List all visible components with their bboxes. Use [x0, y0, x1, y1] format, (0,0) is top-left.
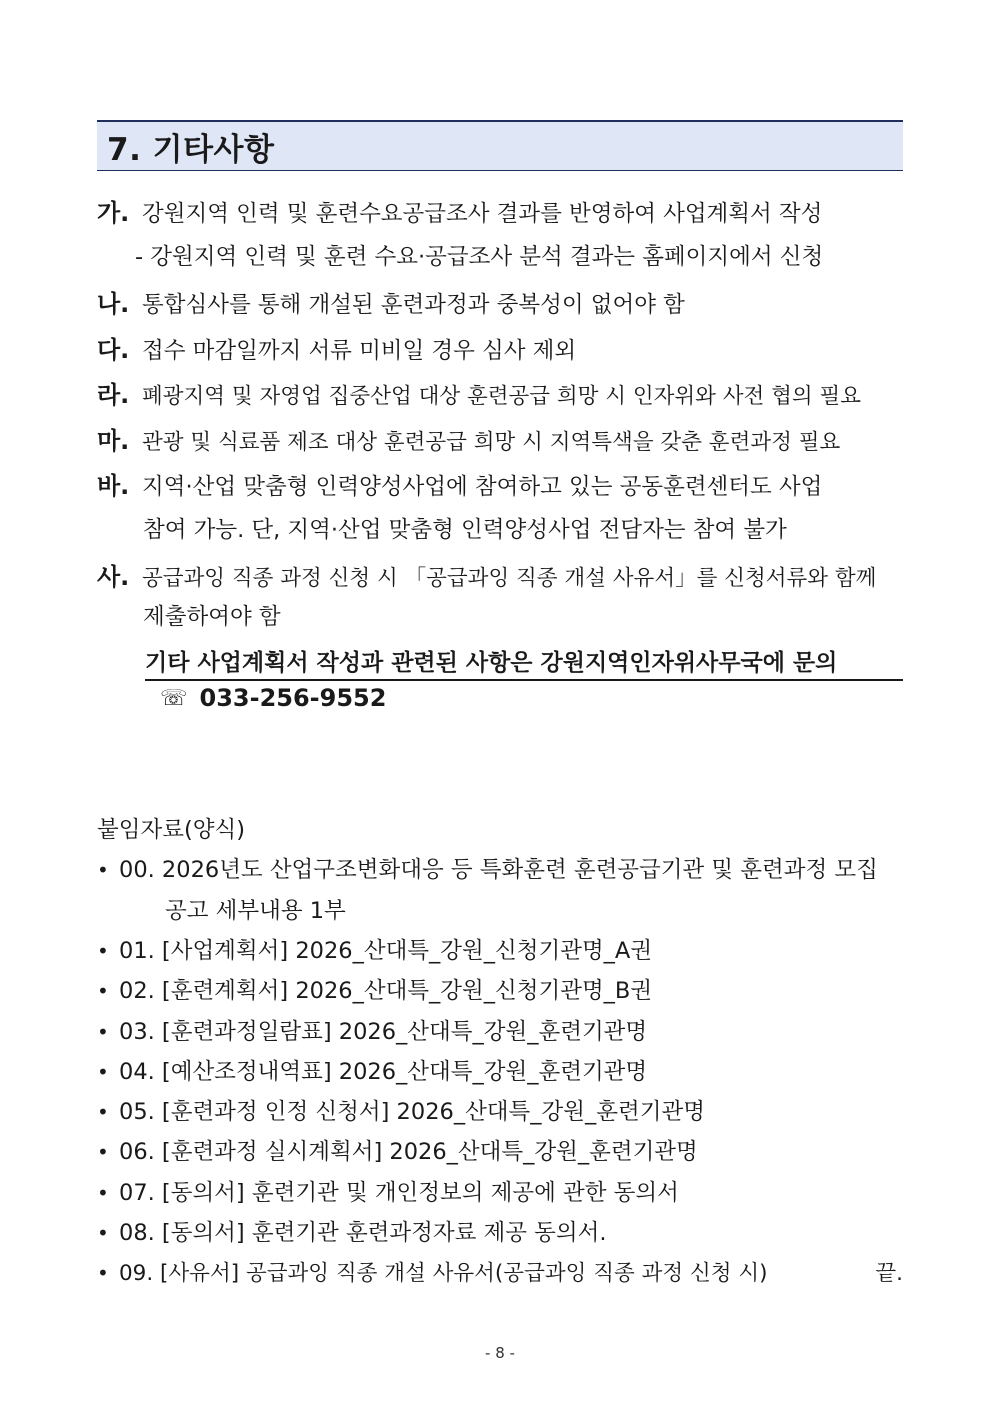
attachment-text: 02. [훈련계획서] 2026_산대특_강원_신청기관명_B권	[119, 978, 653, 1004]
bullet: •	[97, 1181, 109, 1205]
phone-number: 033-256-9552	[199, 684, 387, 712]
item-na	[97, 284, 903, 319]
attachment-text: 05. [훈련과정 인정 신청서] 2026_산대특_강원_훈련기관명	[119, 1099, 705, 1125]
bullet: •	[97, 858, 109, 882]
item-ma	[97, 421, 903, 456]
item-mark: 다.	[97, 336, 130, 364]
bullet: •	[97, 979, 109, 1003]
item-ba	[97, 466, 903, 501]
page-number: - 8 -	[485, 1344, 515, 1362]
phone-icon: ☏	[160, 685, 188, 711]
contact-phone	[160, 684, 386, 712]
attachment-text: 03. [훈련과정일람표] 2026_산대특_강원_훈련기관명	[119, 1019, 648, 1045]
bullet: •	[97, 1060, 109, 1084]
attachment-item	[97, 1014, 903, 1046]
item-text: 접수 마감일까지 서류 미비일 경우 심사 제외	[142, 338, 577, 364]
bullet: •	[97, 1261, 109, 1285]
item-ga	[97, 193, 903, 228]
attachment-text: 08. [동의서] 훈련기관 훈련과정자료 제공 동의서.	[119, 1220, 607, 1246]
section-title: 7. 기타사항	[107, 131, 275, 168]
attachment-text-continued: 공고 세부내용 1부	[165, 898, 346, 924]
item-text: 폐광지역 및 자영업 집중산업 대상 훈련공급 희망 시 인자위와 사전 협의 필요	[142, 384, 862, 409]
attachment-item	[97, 852, 903, 884]
item-text-continued: 제출하여야 함	[143, 604, 281, 630]
bullet: •	[97, 1100, 109, 1124]
attachments-title: 붙임자료(양식)	[97, 817, 245, 843]
item-sa	[97, 557, 903, 592]
attachment-text: 01. [사업계획서] 2026_산대특_강원_신청기관명_A권	[119, 938, 653, 964]
attachment-text	[119, 1256, 903, 1287]
attachment-text: 06. [훈련과정 실시계획서] 2026_산대특_강원_훈련기관명	[119, 1139, 698, 1165]
attachment-item	[97, 973, 903, 1005]
attachment-text: 07. [동의서] 훈련기관 및 개인정보의 제공에 관한 동의서	[119, 1180, 679, 1206]
attachment-text: 04. [예산조정내역표] 2026_산대특_강원_훈련기관명	[119, 1059, 648, 1085]
contact-note: 기타 사업계획서 작성과 관련된 사항은 강원지역인자위사무국에 문의	[145, 644, 903, 681]
attachment-item	[97, 1175, 903, 1207]
attachment-item	[97, 1215, 903, 1247]
sub-note: - 강원지역 인력 및 훈련 수요·공급조사 분석 결과는 홈페이지에서 신청	[135, 244, 824, 270]
item-mark: 마.	[97, 427, 130, 455]
item-mark: 라.	[97, 381, 130, 409]
item-ra	[97, 375, 903, 410]
item-text: 관광 및 식료품 제조 대상 훈련공급 희망 시 지역특색을 갖춘 훈련과정 필요	[142, 430, 841, 455]
item-mark: 바.	[97, 472, 130, 500]
attachment-label: 09. [사유서] 공급과잉 직종 개설 사유서(공급과잉 직종 과정 신청 시)	[119, 1261, 768, 1286]
bullet: •	[97, 1140, 109, 1164]
item-mark: 가.	[97, 199, 130, 227]
item-mark: 사.	[97, 563, 130, 591]
attachment-item	[97, 1134, 903, 1166]
end-mark: 끝.	[875, 1261, 903, 1286]
attachment-text: 00. 2026년도 산업구조변화대응 등 특화훈련 훈련공급기관 및 훈련과정 모집	[119, 857, 878, 883]
attachment-item	[97, 1256, 903, 1287]
bullet: •	[97, 1221, 109, 1245]
section-header	[97, 120, 903, 171]
attachment-item	[97, 1094, 903, 1126]
bullet: •	[97, 939, 109, 963]
item-text: 지역·산업 맞춤형 인력양성사업에 참여하고 있는 공동훈련센터도 사업	[142, 474, 823, 500]
item-text: 공급과잉 직종 과정 신청 시 「공급과잉 직종 개설 사유서」를 신청서류와 함께	[142, 566, 877, 591]
item-text: 강원지역 인력 및 훈련수요공급조사 결과를 반영하여 사업계획서 작성	[142, 201, 823, 227]
item-da	[97, 330, 903, 365]
item-mark: 나.	[97, 290, 130, 318]
attachment-item	[97, 933, 903, 965]
item-text: 통합심사를 통해 개설된 훈련과정과 중복성이 없어야 함	[142, 292, 685, 318]
attachment-item	[97, 1054, 903, 1086]
bullet: •	[97, 1020, 109, 1044]
item-text-continued: 참여 가능. 단, 지역·산업 맞춤형 인력양성사업 전담자는 참여 불가	[143, 517, 787, 543]
